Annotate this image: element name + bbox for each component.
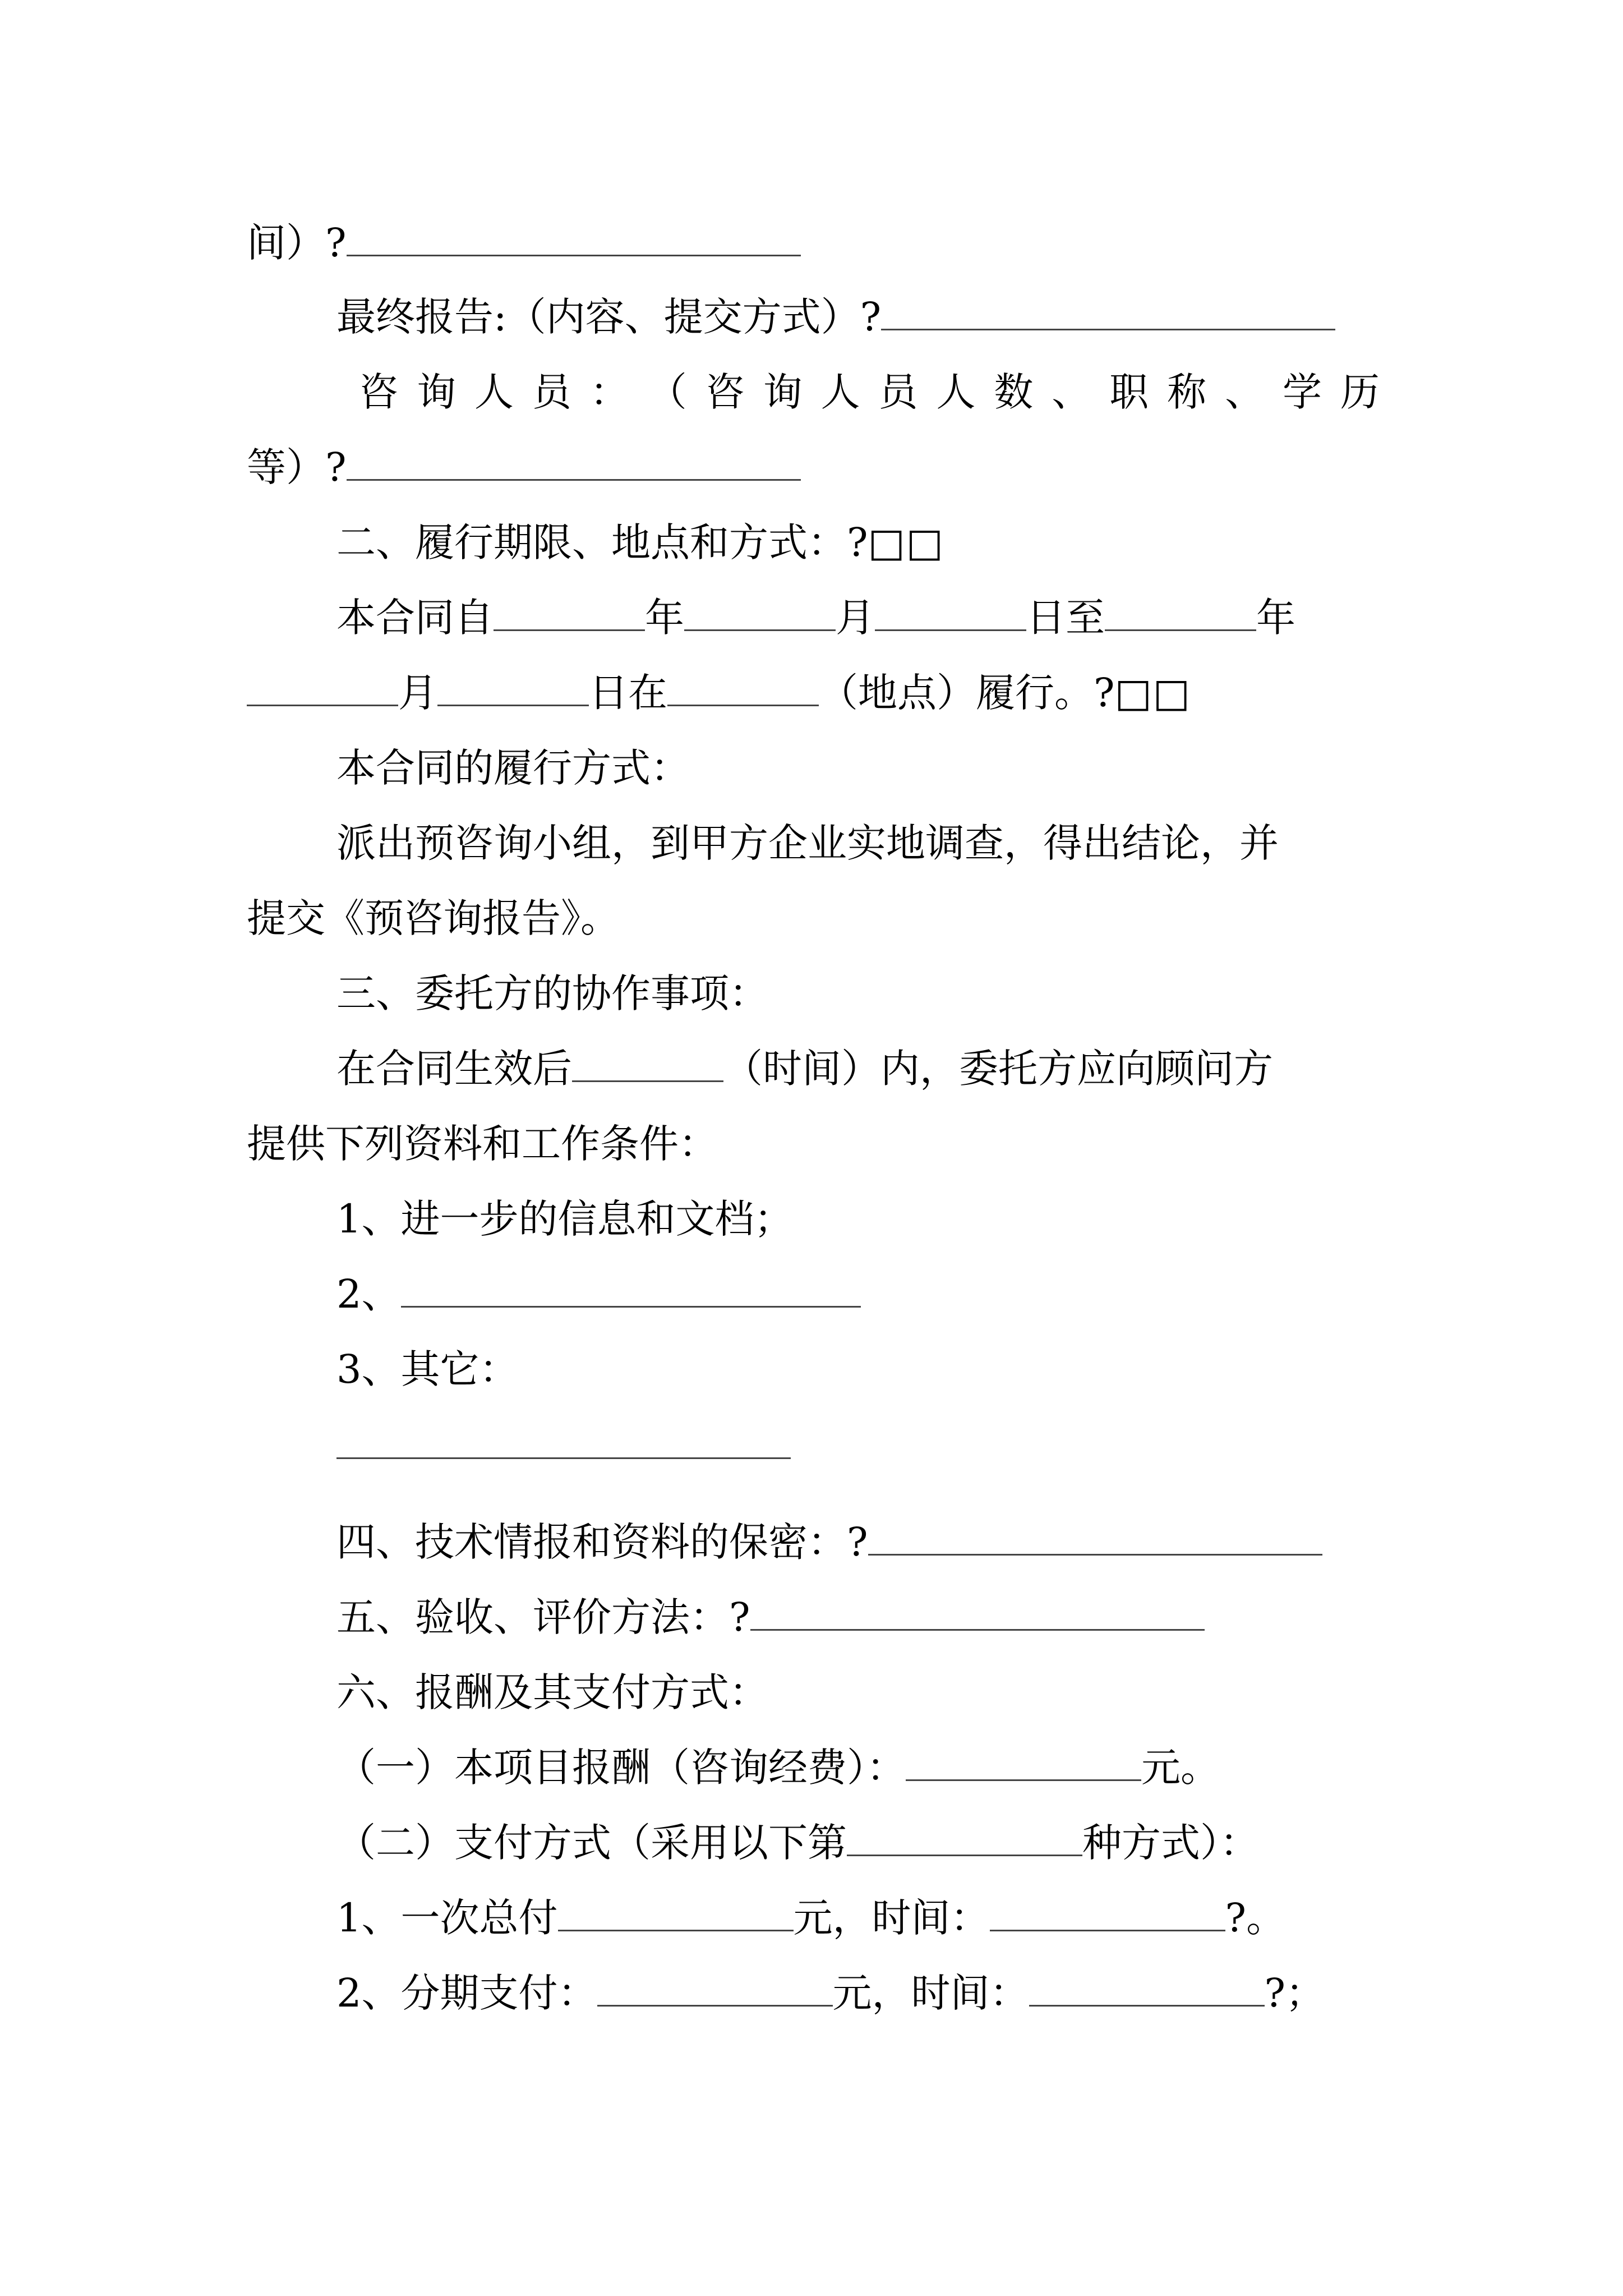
- blank-underline: [1029, 1963, 1265, 2007]
- blank-underline: [1105, 588, 1256, 631]
- text: （一）本项目报酬（咨询经费）：: [336, 1745, 906, 1791]
- text-line-22: [336, 1887, 1380, 1949]
- char: 询: [416, 369, 456, 415]
- text: 月: [836, 595, 875, 641]
- text-line-2: [336, 286, 1380, 348]
- text: ?。: [1225, 1895, 1286, 1941]
- text: 日在: [589, 670, 667, 716]
- char: 咨: [359, 369, 398, 415]
- text: 提供下列资料和工作条件：: [247, 1121, 718, 1167]
- char: 人: [936, 369, 976, 415]
- char: 询: [763, 369, 803, 415]
- text: 派出预咨询小组，到甲方企业实地调查，得出结论，并: [336, 820, 1279, 866]
- text: 二、履行期限、地点和方式：?: [336, 519, 868, 565]
- text-line-10: [247, 887, 1380, 949]
- blank-underline: [875, 588, 1026, 631]
- char: 称: [1167, 369, 1207, 415]
- char: 职: [1109, 369, 1149, 415]
- text: 元，时间：: [793, 1895, 990, 1941]
- text-line-18: [336, 1586, 1380, 1648]
- text: 最终报告:（内容、提交方式）?: [336, 294, 882, 340]
- blank-underline: [667, 663, 819, 706]
- blank-underline: [868, 1512, 1322, 1556]
- char: 人: [820, 369, 860, 415]
- blank-underline: [990, 1888, 1225, 1931]
- blank-underline: [597, 1963, 833, 2007]
- text-line-3: [359, 361, 1380, 423]
- text: 1、一次总付: [336, 1895, 558, 1941]
- char: 员: [878, 369, 918, 415]
- text-line-15: [336, 1263, 1380, 1325]
- char: （: [647, 369, 687, 415]
- text: 五、验收、评价方法：?: [336, 1594, 750, 1640]
- text: 在合同生效后: [336, 1046, 572, 1092]
- text: （时间）内，委托方应向顾问方: [723, 1046, 1273, 1092]
- blank-underline: [906, 1738, 1141, 1781]
- text: 等）?: [247, 444, 347, 490]
- blank-underline: [437, 663, 589, 706]
- char: 人: [474, 369, 514, 415]
- text: （二）支付方式（采用以下第: [336, 1820, 847, 1866]
- blank-underline: [558, 1888, 794, 1931]
- blank-underline: [847, 1813, 1082, 1856]
- text-line-14: [336, 1188, 1380, 1250]
- text: 本合同自: [336, 595, 494, 641]
- char: 咨: [705, 369, 745, 415]
- text: 月: [398, 670, 437, 716]
- text: 1、进一步的信息和文档；: [336, 1196, 794, 1242]
- blank-underline: [572, 1039, 723, 1082]
- text-line-6: [336, 587, 1380, 648]
- char: 、: [1052, 369, 1091, 415]
- text: 种方式）：: [1082, 1820, 1259, 1866]
- text: 2、分期支付：: [336, 1970, 597, 2016]
- box-glyphs: □□: [868, 519, 944, 565]
- char: 、: [1225, 369, 1265, 415]
- text: 3、其它：: [336, 1346, 519, 1392]
- text: 提交《预咨询报告》。: [247, 895, 620, 941]
- text: 年: [1256, 595, 1295, 641]
- blank-underline: [347, 213, 801, 256]
- blank-underline: [347, 438, 801, 481]
- blank-underline: [750, 1588, 1205, 1631]
- text: ?；: [1264, 1970, 1325, 2016]
- blank-underline-standalone: [336, 1457, 791, 1459]
- text: 三、委托方的协作事项：: [336, 970, 768, 1016]
- text: 六、报酬及其支付方式：: [336, 1669, 768, 1715]
- blank-underline: [247, 663, 398, 706]
- text-line-21: [336, 1812, 1380, 1874]
- text-line-16: [336, 1338, 1380, 1400]
- text-line-13: [247, 1113, 1380, 1175]
- text-line-1: [247, 212, 1380, 274]
- char: 学: [1283, 369, 1322, 415]
- blank-underline: [494, 588, 645, 631]
- text-line-9: [336, 812, 1380, 874]
- text-line-19: [336, 1662, 1380, 1723]
- text: 2、: [336, 1271, 401, 1317]
- text-line-12: [336, 1038, 1380, 1099]
- text: 本合同的履行方式：: [336, 745, 690, 791]
- text-line-4: [247, 436, 1380, 498]
- text: 日至: [1026, 595, 1105, 641]
- char: 历: [1340, 369, 1380, 415]
- char: ：: [589, 369, 629, 415]
- text: 年: [645, 595, 684, 641]
- text-line-17: [336, 1511, 1380, 1573]
- blank-underline: [881, 287, 1335, 330]
- text-line-11: [336, 963, 1380, 1024]
- text-line-7: [247, 662, 1380, 724]
- text-line-8: [336, 737, 1380, 799]
- char: 员: [532, 369, 571, 415]
- text-line-5: [336, 512, 1380, 573]
- text: 元，时间：: [832, 1970, 1029, 2016]
- text-line-20: [336, 1737, 1380, 1798]
- blank-underline: [684, 588, 836, 631]
- blank-underline: [401, 1264, 861, 1308]
- text: （地点）履行。?: [819, 670, 1115, 716]
- text: 间）?: [247, 220, 347, 266]
- text: 元。: [1141, 1745, 1220, 1791]
- box-glyphs: □□: [1114, 670, 1191, 716]
- text-line-23: [336, 1962, 1380, 2024]
- text: 四、技术情报和资料的保密：?: [336, 1519, 868, 1565]
- char: 数: [994, 369, 1034, 415]
